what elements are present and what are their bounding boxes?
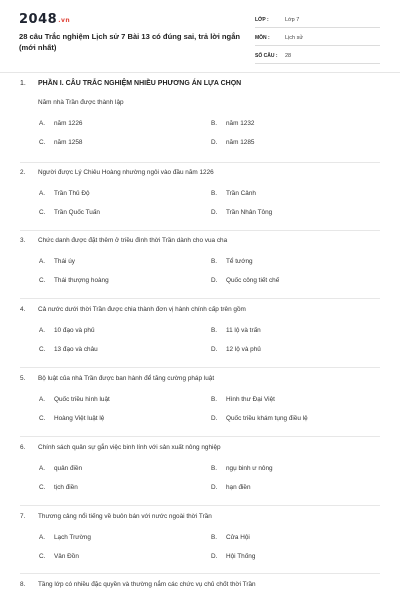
option-c[interactable] bbox=[39, 276, 109, 286]
question-text: Năm nhà Trần được thành lập bbox=[38, 99, 124, 106]
question-text bbox=[20, 443, 380, 453]
page-header bbox=[0, 0, 400, 73]
option-text: Quốc triều hình luật bbox=[54, 396, 110, 403]
option-text: Quốc công tiết chế bbox=[226, 277, 280, 284]
question-stem: Người được Lý Chiêu Hoàng nhường ngôi vào đầu năm 1226 bbox=[38, 169, 214, 176]
option-text: Vân Đồn bbox=[54, 553, 79, 560]
option-text: Lạch Trường bbox=[54, 534, 91, 541]
answer-options bbox=[39, 178, 380, 226]
meta-key: MÔN : bbox=[255, 35, 270, 41]
option-letter: B. bbox=[211, 120, 218, 127]
option-letter: B. bbox=[211, 258, 218, 265]
option-d[interactable] bbox=[211, 276, 279, 286]
option-b[interactable] bbox=[211, 119, 254, 129]
option-text: tịch điền bbox=[54, 484, 78, 491]
option-letter: C. bbox=[39, 484, 46, 491]
option-text: Quốc triều khám tụng điều lệ bbox=[226, 415, 308, 422]
section-title bbox=[20, 80, 241, 87]
option-text: 10 đạo và phủ bbox=[54, 327, 95, 334]
logo-text: 2048 bbox=[19, 12, 58, 27]
question-number: 2. bbox=[20, 169, 26, 176]
divider bbox=[20, 162, 380, 163]
option-letter: C. bbox=[39, 277, 46, 284]
option-text: Hình thư Đại Việt bbox=[226, 396, 275, 403]
meta-row-count bbox=[255, 49, 380, 64]
option-letter: B. bbox=[211, 190, 218, 197]
option-letter: A. bbox=[39, 465, 46, 472]
option-text: 11 lộ và trấn bbox=[226, 327, 261, 334]
option-letter: C. bbox=[39, 139, 46, 146]
option-b[interactable] bbox=[211, 326, 261, 336]
answer-options bbox=[39, 453, 380, 501]
option-text: Cửa Hội bbox=[226, 534, 250, 541]
question-text bbox=[20, 374, 380, 384]
option-c[interactable] bbox=[39, 138, 82, 148]
option-d[interactable] bbox=[211, 138, 254, 148]
option-b[interactable] bbox=[211, 257, 253, 267]
option-letter: B. bbox=[211, 465, 218, 472]
question-stem: Chức danh được đặt thêm ở triều đình thời Trần dành cho vua cha bbox=[38, 237, 228, 244]
option-a[interactable] bbox=[39, 464, 82, 474]
question-text bbox=[20, 580, 380, 590]
option-letter: A. bbox=[39, 120, 46, 127]
question-1 bbox=[20, 98, 380, 156]
divider bbox=[20, 436, 380, 437]
option-letter: B. bbox=[211, 534, 218, 541]
option-text: Thái úy bbox=[54, 258, 75, 265]
option-b[interactable] bbox=[211, 464, 273, 474]
question-number: 6. bbox=[20, 444, 26, 451]
divider bbox=[20, 367, 380, 368]
site-logo[interactable] bbox=[19, 12, 70, 27]
option-d[interactable] bbox=[211, 345, 261, 355]
option-c[interactable] bbox=[39, 414, 104, 424]
question-7 bbox=[20, 512, 380, 570]
divider bbox=[20, 505, 380, 506]
question-number: 4. bbox=[20, 306, 26, 313]
divider bbox=[20, 298, 380, 299]
option-letter: D. bbox=[211, 484, 218, 491]
option-c[interactable] bbox=[39, 345, 98, 355]
option-letter: B. bbox=[211, 327, 218, 334]
answer-options bbox=[39, 384, 380, 432]
meta-row-grade bbox=[255, 13, 380, 28]
option-letter: A. bbox=[39, 534, 46, 541]
meta-key: SỐ CÂU : bbox=[255, 53, 278, 59]
option-text: năm 1285 bbox=[226, 139, 255, 146]
option-letter: D. bbox=[211, 209, 218, 216]
question-5 bbox=[20, 374, 380, 432]
option-a[interactable] bbox=[39, 119, 82, 129]
option-text: năm 1226 bbox=[54, 120, 83, 127]
answer-options bbox=[39, 108, 380, 156]
option-text: hạn điền bbox=[226, 484, 251, 491]
option-d[interactable] bbox=[211, 414, 308, 424]
document-meta bbox=[255, 13, 380, 67]
option-d[interactable] bbox=[211, 552, 255, 562]
option-c[interactable] bbox=[39, 552, 79, 562]
option-text: Hoàng Việt luật lệ bbox=[54, 415, 105, 422]
option-a[interactable] bbox=[39, 189, 90, 199]
option-b[interactable] bbox=[211, 189, 256, 199]
option-letter: D. bbox=[211, 415, 218, 422]
option-letter: C. bbox=[39, 346, 46, 353]
question-stem: Thương cảng nổi tiếng về buôn bán với nước ngoài thời Trần bbox=[38, 513, 212, 520]
option-letter: A. bbox=[39, 396, 46, 403]
option-letter: C. bbox=[39, 553, 46, 560]
option-letter: D. bbox=[211, 553, 218, 560]
question-text bbox=[20, 236, 380, 246]
question-number: 7. bbox=[20, 513, 26, 520]
option-text: 13 đạo và châu bbox=[54, 346, 98, 353]
option-text: Trần Thủ Độ bbox=[54, 190, 90, 197]
answer-options bbox=[39, 246, 380, 294]
option-letter: D. bbox=[211, 139, 218, 146]
option-text: Thái thượng hoàng bbox=[54, 277, 109, 284]
question-number: 8. bbox=[20, 581, 26, 588]
divider bbox=[20, 230, 380, 231]
option-letter: C. bbox=[39, 415, 46, 422]
option-text: Trần Cảnh bbox=[226, 190, 256, 197]
option-text: Hội Thống bbox=[226, 553, 256, 560]
meta-value: Lớp 7 bbox=[285, 17, 300, 23]
meta-value: Lịch sử bbox=[285, 35, 304, 41]
question-4 bbox=[20, 305, 380, 363]
divider bbox=[20, 573, 380, 574]
question-stem: Chính sách quân sự gắn việc binh lính với sản xuất nông nghiệp bbox=[38, 444, 221, 451]
option-d[interactable] bbox=[211, 208, 272, 218]
section-title-text: PHẦN I. CÂU TRẮC NGHIỆM NHIỀU PHƯƠNG ÁN LỰA CHỌN bbox=[38, 80, 242, 87]
option-d[interactable] bbox=[211, 483, 251, 493]
question-2 bbox=[20, 168, 380, 226]
option-text: năm 1232 bbox=[226, 120, 255, 127]
option-a[interactable] bbox=[39, 326, 95, 336]
option-letter: A. bbox=[39, 190, 46, 197]
meta-key: LỚP : bbox=[255, 17, 269, 23]
option-letter: A. bbox=[39, 258, 46, 265]
option-letter: D. bbox=[211, 346, 218, 353]
meta-row-subject bbox=[255, 31, 380, 46]
option-a[interactable] bbox=[39, 533, 91, 543]
section-number: 1. bbox=[20, 80, 26, 87]
question-number: 3. bbox=[20, 237, 26, 244]
option-a[interactable] bbox=[39, 395, 110, 405]
answer-options bbox=[39, 522, 380, 570]
answer-options bbox=[39, 315, 380, 363]
option-text: 12 lộ và phủ bbox=[226, 346, 261, 353]
question-stem: Bộ luật của nhà Trần được ban hành để tăng cường pháp luật bbox=[38, 375, 215, 382]
option-letter: C. bbox=[39, 209, 46, 216]
option-c[interactable] bbox=[39, 483, 78, 493]
question-6 bbox=[20, 443, 380, 501]
option-c[interactable] bbox=[39, 208, 100, 218]
option-text: Tể tướng bbox=[226, 258, 253, 265]
logo-suffix: .vn bbox=[58, 17, 71, 24]
option-b[interactable] bbox=[211, 395, 275, 405]
question-8 bbox=[20, 580, 380, 590]
option-text: quân điền bbox=[54, 465, 83, 472]
question-text bbox=[20, 168, 380, 178]
question-text bbox=[20, 512, 380, 522]
document-title: 28 câu Trắc nghiệm Lịch sử 7 Bài 13 có đúng sai, trả lời ngắn (mới nhất) bbox=[19, 32, 241, 52]
meta-value: 28 bbox=[285, 53, 292, 59]
option-letter: D. bbox=[211, 277, 218, 284]
question-stem: Tầng lớp có nhiều đặc quyền và thường nắm các chức vụ chủ chốt thời Trần bbox=[38, 581, 256, 588]
option-letter: A. bbox=[39, 327, 46, 334]
option-text: ngụ binh ư nông bbox=[226, 465, 273, 472]
question-text bbox=[20, 305, 380, 315]
option-a[interactable] bbox=[39, 257, 75, 267]
option-text: Trần Quốc Tuấn bbox=[54, 209, 100, 216]
option-text: năm 1258 bbox=[54, 139, 83, 146]
option-text: Trần Nhân Tông bbox=[226, 209, 273, 216]
question-number: 5. bbox=[20, 375, 26, 382]
question-stem: Cả nước dưới thời Trần được chia thành đơn vị hành chính cấp trên gồm bbox=[38, 306, 246, 313]
option-letter: B. bbox=[211, 396, 218, 403]
question-3 bbox=[20, 236, 380, 294]
option-b[interactable] bbox=[211, 533, 250, 543]
